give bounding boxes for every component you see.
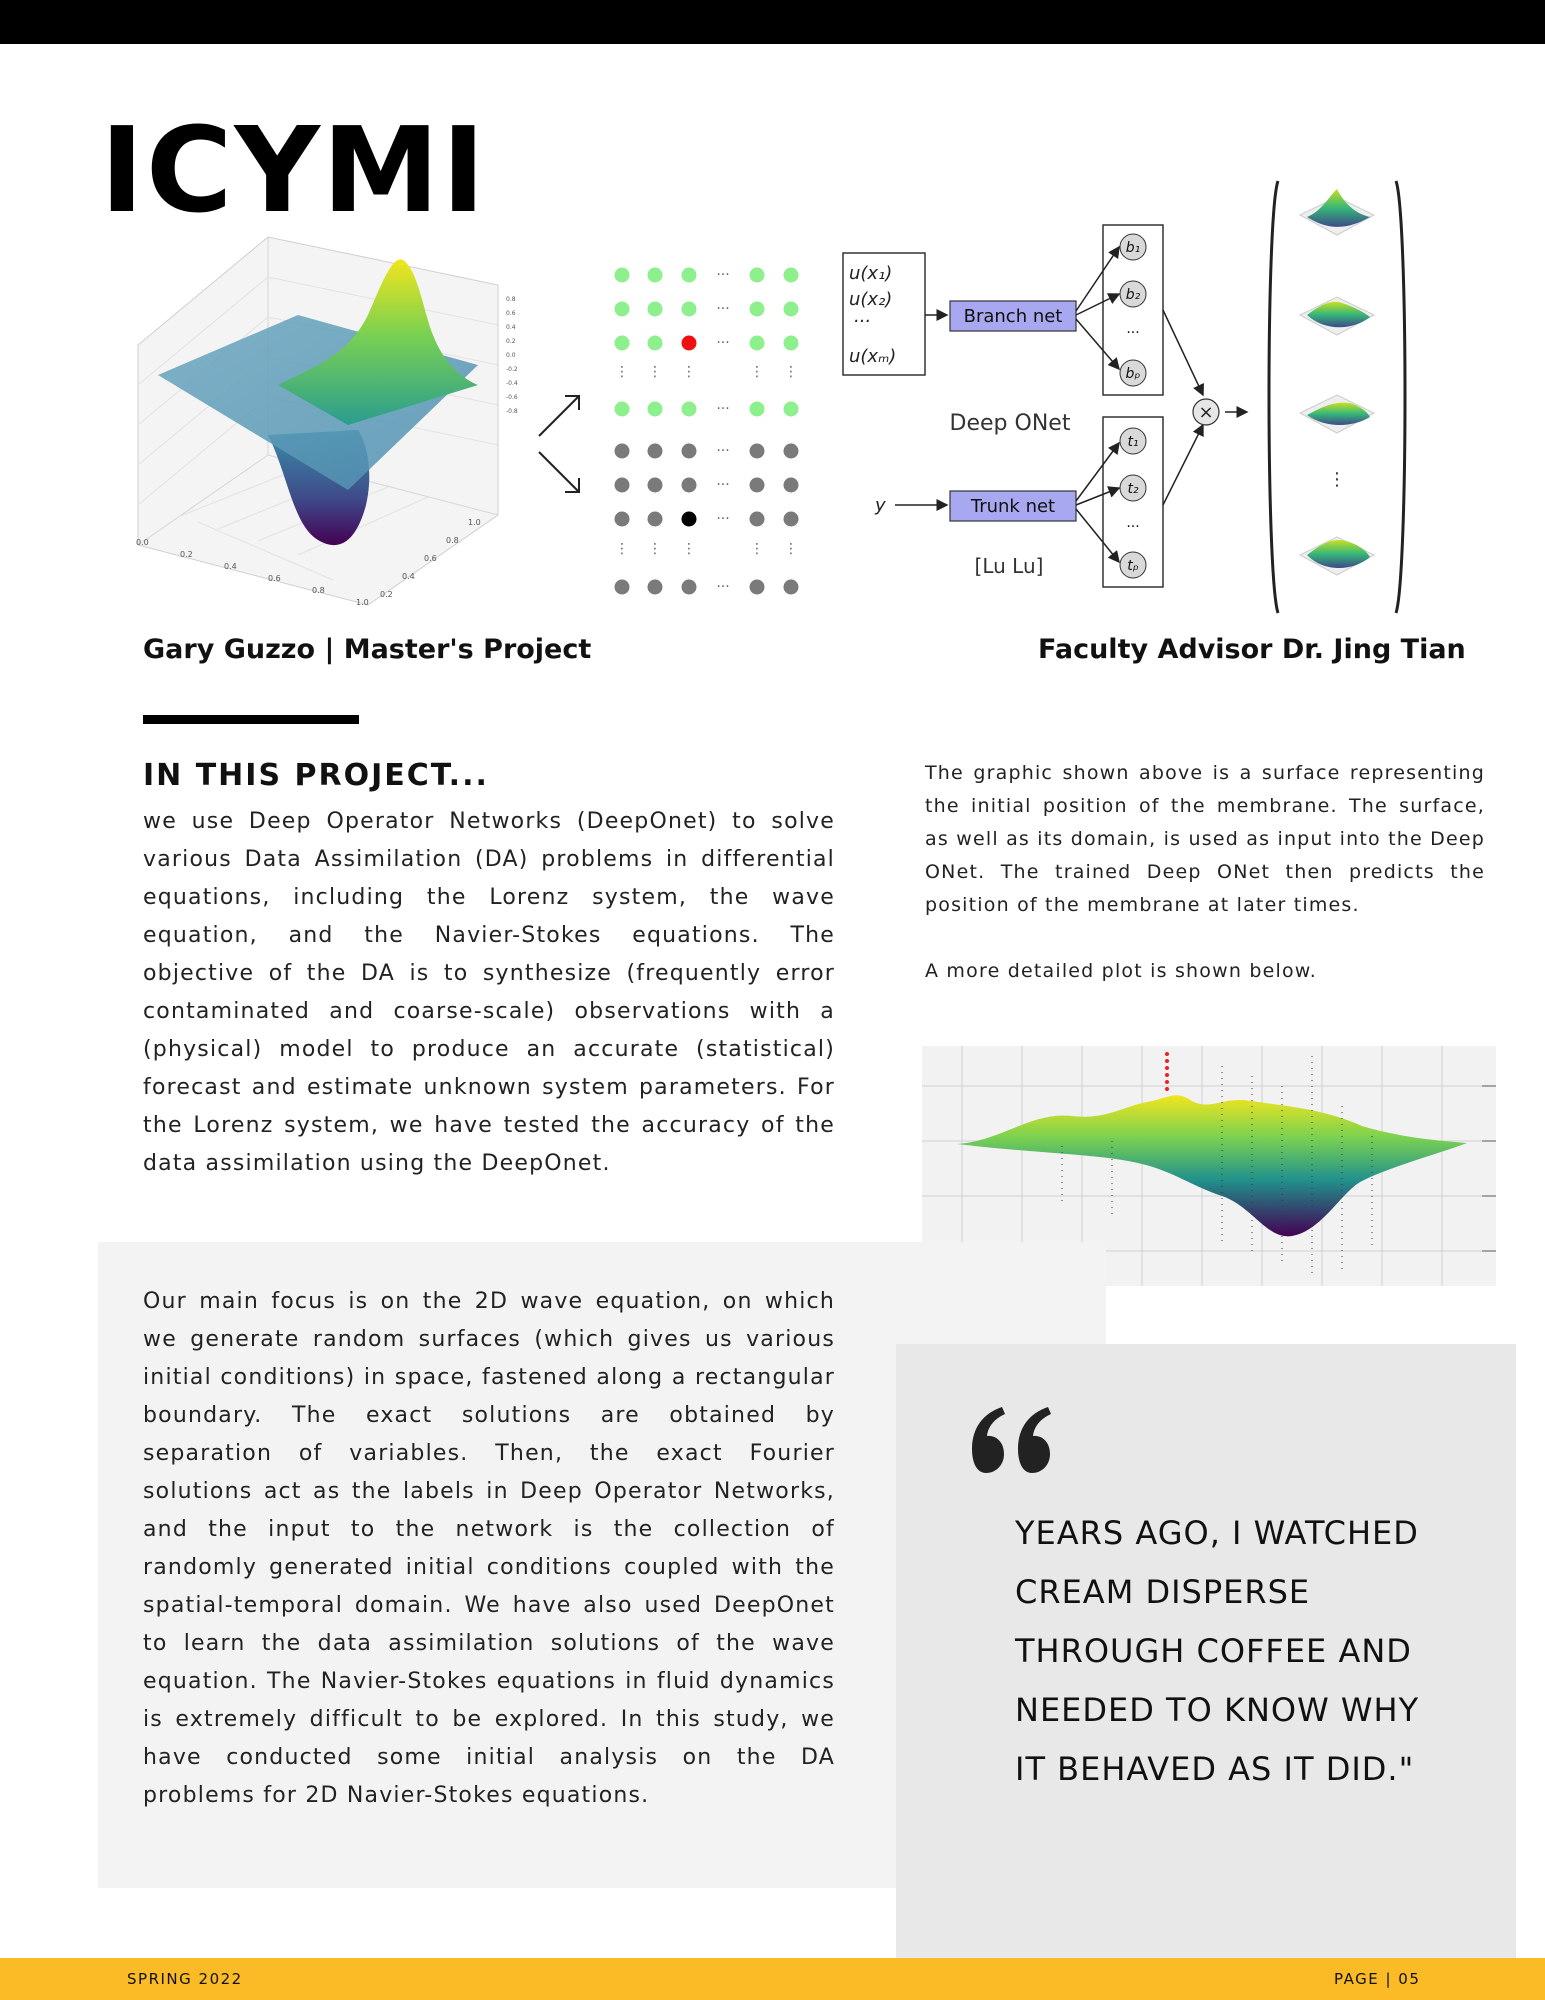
- sensor-dot: [750, 402, 765, 417]
- tick-label: -0.4: [506, 380, 518, 387]
- svg-text:b₂: b₂: [1125, 287, 1141, 303]
- column-ellipsis: ⋮: [750, 364, 764, 380]
- row-ellipsis: ···: [716, 511, 730, 527]
- tick-label: 0.4: [402, 572, 415, 581]
- detailed-plot-note: A more detailed plot is shown below.: [925, 960, 1318, 982]
- svg-text:t₂: t₂: [1127, 481, 1139, 497]
- column-ellipsis: ⋮: [784, 364, 798, 380]
- mini-surface-1: [1300, 189, 1374, 235]
- mini-surface-4: [1300, 537, 1374, 575]
- row-ellipsis: ···: [716, 443, 730, 459]
- sensor-dot: [750, 478, 765, 493]
- svg-text:u(xₘ): u(xₘ): [849, 346, 897, 367]
- column-ellipsis: ⋮: [648, 364, 662, 380]
- footer-page-number: PAGE | 05: [1334, 1970, 1421, 1988]
- sensor-dot: [682, 268, 697, 283]
- tick-label: 0.8: [312, 586, 325, 595]
- sensor-dot: [784, 478, 799, 493]
- sensor-dot: [750, 268, 765, 283]
- section-rule: [143, 715, 359, 724]
- sensor-dot: [784, 512, 799, 527]
- sensor-dot: [784, 268, 799, 283]
- svg-text:tₚ: tₚ: [1127, 558, 1139, 574]
- tick-label: 0.4: [506, 324, 516, 331]
- y-label: y: [875, 495, 886, 516]
- sensor-dot: [682, 336, 697, 351]
- right-bracket: [1396, 181, 1405, 613]
- tick-label: -0.2: [506, 366, 518, 373]
- sensor-dot: [750, 444, 765, 459]
- footer-bar: [0, 1958, 1545, 2000]
- column-ellipsis: ⋮: [784, 541, 798, 557]
- sensor-dot: [750, 580, 765, 595]
- row-ellipsis: ···: [716, 477, 730, 493]
- svg-text:u(x₂): u(x₂): [849, 289, 893, 310]
- mini-surface-3: [1300, 395, 1374, 433]
- tick-label: 0.6: [506, 310, 516, 317]
- row-ellipsis: ···: [716, 267, 730, 283]
- sensor-dot: [615, 302, 630, 317]
- sensor-dot: [682, 402, 697, 417]
- tick-label: 1.0: [468, 518, 481, 527]
- sensor-dot: [682, 444, 697, 459]
- multiply-symbol: ×: [1198, 402, 1214, 423]
- column-ellipsis: ⋮: [682, 541, 696, 557]
- trunk-net-label: Trunk net: [970, 496, 1056, 517]
- sensor-dot: [682, 580, 697, 595]
- row-ellipsis: ···: [716, 301, 730, 317]
- tick-label: 0.0: [506, 352, 516, 359]
- sensor-dot: [615, 444, 630, 459]
- sensor-dot: [682, 478, 697, 493]
- sensor-dot: [750, 302, 765, 317]
- sensor-dot: [784, 402, 799, 417]
- quote-mark-icon: [966, 1405, 1058, 1475]
- sensor-dot: [615, 336, 630, 351]
- sensor-dot: [648, 336, 663, 351]
- deeponet-diagram: [835, 215, 1255, 605]
- sensor-dot: [615, 478, 630, 493]
- pull-quote: YEARS AGO, I WATCHED CREAM DISPERSE THROUGH COFFEE AND NEEDED TO KNOW WHY IT BEHAVED AS IT DID.": [1015, 1514, 1420, 1788]
- sensor-dot: [615, 512, 630, 527]
- sensor-dot: [648, 478, 663, 493]
- tick-label: 0.8: [506, 296, 516, 303]
- sensor-dot: [615, 402, 630, 417]
- intro-paragraph: we use Deep Operator Networks (DeepOnet) to solve various Data Assimilation (DA) problems in differential equations, including the Lorenz system, the wave equation, and the Navier-Stokes equations. The objective of the DA is to synthesize (frequently error contaminated and coarse-scale) observations with a (physical) model to produce an accurate (statistical) forecast and estimate unknown system parameters. For the Lorenz system, we have tested the accuracy of the data assimilation using the DeepOnet.: [143, 809, 835, 1176]
- footer-season: SPRING 2022: [127, 1970, 243, 1988]
- sensor-dot: [784, 336, 799, 351]
- svg-text:···: ···: [1126, 325, 1140, 341]
- tick-label: 0.2: [380, 590, 393, 599]
- column-ellipsis: ⋮: [615, 364, 629, 380]
- graphic-description: The graphic shown above is a surface representing the initial position of the membrane. The surface, as well as its domain, is used as input into the Deep ONet. The trained Deep ONet then predicts the position of the membrane at later times.: [925, 762, 1485, 916]
- plot3d-z-ticks: [506, 296, 518, 415]
- sensor-dot: [682, 512, 697, 527]
- svg-text:b₁: b₁: [1125, 240, 1141, 256]
- sensor-dot: [784, 302, 799, 317]
- sensor-dot: [648, 268, 663, 283]
- svg-text:bₚ: bₚ: [1125, 366, 1141, 382]
- tick-label: 0.8: [446, 536, 459, 545]
- sensor-dot: [615, 268, 630, 283]
- author-byline: Gary Guzzo | Master's Project: [143, 634, 592, 665]
- surface-plot-3d: [118, 225, 538, 615]
- tick-label: 0.6: [268, 574, 281, 583]
- focus-paragraph: Our main focus is on the 2D wave equation, on which we generate random surfaces (which gives us various initial conditions) in space, fastened along a rectangular boundary. The exact solutions are obtained by separation of variables. Then, the exact Fourier solutions act as the labels in Deep Operator Networks, and the input to the network is the collection of randomly generated initial conditions coupled with the spatial-temporal domain. We have also used DeepOnet to learn the data assimilation solutions of the wave equation. The Navier-Stokes equations in fluid dynamics is extremely difficult to be explored. In this study, we have conducted some initial analysis on the DA problems for 2D Navier-Stokes equations.: [143, 1289, 835, 1808]
- sensor-dot-grid: [600, 255, 810, 605]
- tick-label: 0.6: [424, 554, 437, 563]
- sensor-dot: [750, 336, 765, 351]
- advisor-byline: Faculty Advisor Dr. Jing Tian: [1038, 634, 1466, 665]
- sensor-dot: [682, 302, 697, 317]
- row-ellipsis: ···: [716, 401, 730, 417]
- row-ellipsis: ···: [716, 579, 730, 595]
- tick-label: -0.8: [506, 408, 518, 415]
- right-column-text: [925, 757, 1485, 1021]
- left-bracket: [1269, 181, 1278, 613]
- sensor-dot: [784, 580, 799, 595]
- page-title: ICYMI: [100, 101, 488, 239]
- mini-surface-2: [1300, 297, 1374, 335]
- tick-label: 0.4: [224, 562, 237, 571]
- svg-text:···: ···: [853, 311, 871, 332]
- output-surfaces-column: [1262, 175, 1412, 620]
- split-arrows: [535, 390, 585, 500]
- sensor-dot: [784, 444, 799, 459]
- deeponet-label: Deep ONet: [949, 411, 1071, 436]
- svg-text:u(x₁): u(x₁): [849, 263, 893, 284]
- sensor-dot: [648, 302, 663, 317]
- branch-net-label: Branch net: [963, 306, 1063, 327]
- tick-label: 0.2: [180, 550, 193, 559]
- sensor-dot: [648, 580, 663, 595]
- sensor-dot: [648, 512, 663, 527]
- column-ellipsis: ⋮: [750, 541, 764, 557]
- svg-text:t₁: t₁: [1127, 434, 1139, 450]
- sensor-dot: [615, 580, 630, 595]
- sensor-dot: [648, 402, 663, 417]
- column-ellipsis: ⋮: [615, 541, 629, 557]
- tick-label: 1.0: [356, 598, 369, 607]
- vertical-ellipsis: ⋮: [1328, 469, 1346, 490]
- sensor-dot: [648, 444, 663, 459]
- row-ellipsis: ···: [716, 335, 730, 351]
- tick-label: 0.2: [506, 338, 516, 345]
- tick-label: 0.0: [136, 538, 149, 547]
- section-heading: IN THIS PROJECT...: [143, 758, 489, 793]
- column-ellipsis: ⋮: [648, 541, 662, 557]
- svg-text:···: ···: [1126, 519, 1140, 535]
- top-bar: [0, 0, 1545, 44]
- tick-label: -0.6: [506, 394, 518, 401]
- sensor-dot: [750, 512, 765, 527]
- column-ellipsis: ⋮: [682, 364, 696, 380]
- citation-label: [Lu Lu]: [974, 554, 1044, 578]
